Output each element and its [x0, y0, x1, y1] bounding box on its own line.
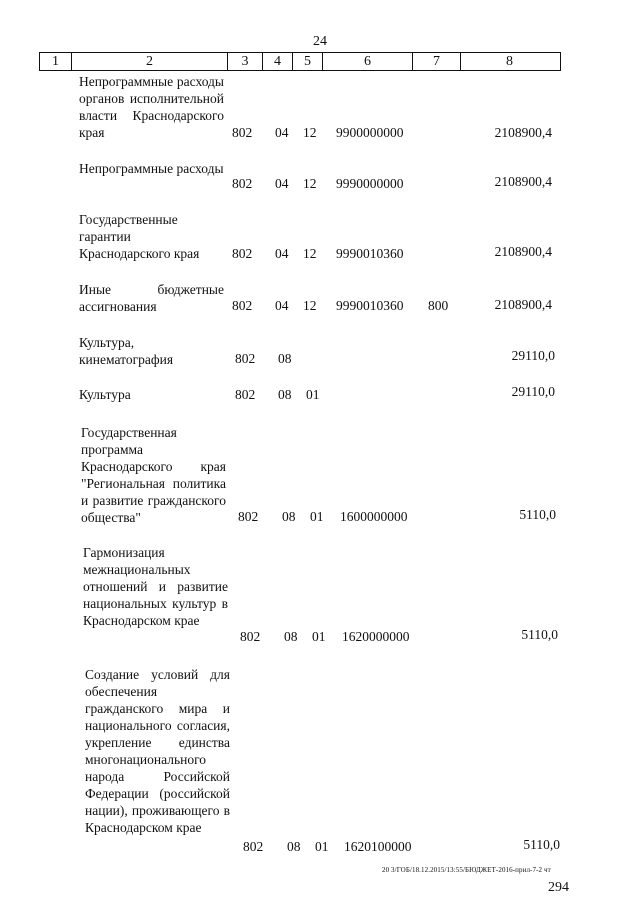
cell-ministry: 802: [235, 387, 256, 402]
sheet-number: 294: [548, 880, 569, 895]
row-description: Создание условий для обеспечения гражданского мира и национального согласия, укрепление единства многонационального народа Российской Федерации (российской нации), проживающего в Краснодарском крае: [85, 667, 230, 835]
cell-section: 08: [278, 387, 292, 402]
cell-section: 04: [275, 298, 289, 313]
col-header-6: 6: [322, 53, 412, 70]
cell-ministry: 802: [232, 125, 253, 140]
cell-subsection: 12: [303, 246, 317, 261]
cell-ministry: 802: [235, 351, 256, 366]
cell-target-article: 9900000000: [336, 125, 404, 140]
cell-ministry: 802: [232, 298, 253, 313]
row-description: Культура, кинематография: [79, 335, 174, 367]
col-header-3: 3: [227, 53, 262, 70]
cell-section: 08: [282, 509, 296, 524]
row-description: Иные бюджетные ассигнования: [79, 282, 224, 314]
cell-expense-type: 800: [428, 298, 449, 313]
cell-amount: 5110,0: [523, 837, 560, 852]
cell-ministry: 802: [232, 246, 253, 261]
cell-amount: 29110,0: [511, 348, 555, 363]
cell-ministry: 802: [238, 509, 259, 524]
row-description: Непрограммные расходы: [79, 161, 224, 176]
col-header-2: 2: [71, 53, 227, 70]
cell-section: 04: [275, 246, 289, 261]
cell-amount: 5110,0: [519, 507, 556, 522]
column-header-row: [39, 52, 561, 71]
cell-subsection: 12: [303, 125, 317, 140]
cell-amount: 2108900,4: [494, 244, 552, 259]
cell-subsection: 01: [315, 839, 329, 854]
page-number: 24: [313, 34, 327, 49]
row-description: Культура: [79, 387, 131, 402]
footer-note: 20 3/ГОБ/18.12.2015/13:55/БЮДЖЕТ-2016-прил-7-2 чт: [382, 866, 551, 874]
cell-section: 08: [287, 839, 301, 854]
cell-amount: 5110,0: [521, 627, 558, 642]
cell-subsection: 01: [312, 629, 326, 644]
cell-target-article: 1620000000: [342, 629, 410, 644]
cell-amount: 29110,0: [511, 384, 555, 399]
cell-target-article: 1620100000: [344, 839, 412, 854]
cell-target-article: 1600000000: [340, 509, 408, 524]
cell-amount: 2108900,4: [494, 174, 552, 189]
cell-section: 08: [284, 629, 298, 644]
cell-amount: 2108900,4: [494, 297, 552, 312]
cell-target-article: 9990010360: [336, 246, 404, 261]
cell-subsection: 12: [303, 298, 317, 313]
col-header-5: 5: [292, 53, 322, 70]
cell-section: 08: [278, 351, 292, 366]
cell-section: 04: [275, 125, 289, 140]
row-description: Государственные гарантии Краснодарского края: [79, 212, 200, 261]
cell-subsection: 01: [310, 509, 324, 524]
col-header-7: 7: [412, 53, 460, 70]
cell-section: 04: [275, 176, 289, 191]
col-header-4: 4: [262, 53, 292, 70]
col-header-8: 8: [460, 53, 558, 70]
cell-subsection: 01: [306, 387, 320, 402]
cell-ministry: 802: [240, 629, 261, 644]
row-description: Непрограммные расходы органов исполнительной власти Краснодарского края: [79, 74, 224, 140]
cell-ministry: 802: [232, 176, 253, 191]
cell-target-article: 9990010360: [336, 298, 404, 313]
row-description: Гармонизация межнациональных отношений и развитие национальных культур в Краснодарском крае: [83, 545, 228, 628]
col-header-1: 1: [52, 54, 59, 69]
cell-amount: 2108900,4: [494, 125, 552, 140]
cell-target-article: 9990000000: [336, 176, 404, 191]
row-description: Государственная программа Краснодарского края "Региональная политика и развитие гражданского общества": [81, 425, 226, 525]
cell-ministry: 802: [243, 839, 264, 854]
cell-subsection: 12: [303, 176, 317, 191]
